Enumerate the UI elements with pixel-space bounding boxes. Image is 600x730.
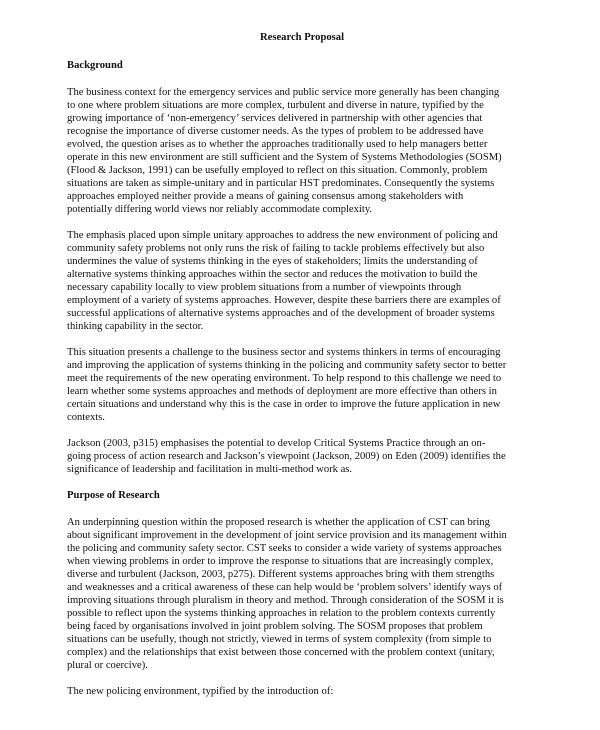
text-line: when viewing problems in order to improve the response to situations that are increasingly complex, xyxy=(67,556,494,567)
text-line: contexts. xyxy=(67,412,105,423)
paragraph xyxy=(67,346,537,424)
text-line: and improving the application of systems thinking in the policing and community safety sector to better xyxy=(67,360,507,371)
section-background xyxy=(67,59,537,476)
text-line: evolved, the question arises as to whether the approaches traditionally used to help managers better xyxy=(67,139,488,150)
text-line: situations can be usefully, though not strictly, viewed in terms of system complexity (from simple to xyxy=(67,634,492,645)
text-line: complex) and the relationships that exist between those concerned with the problem context (unitary, xyxy=(67,647,495,658)
text-line: approaches employed neither provide a means of gaining consensus among stakeholders with xyxy=(67,191,464,202)
paragraph xyxy=(67,516,537,672)
document-page xyxy=(67,31,537,711)
text-line: (Flood & Jackson, 1991) can be usefully employed to reflect on this situation. Commonly, problem xyxy=(67,165,488,176)
text-line: learn whether some systems approaches and methods of deployment are more effective than others in xyxy=(67,386,497,397)
text-line: The emphasis placed upon simple unitary approaches to address the new environment of policing and xyxy=(67,230,498,241)
text-line: being faced by organisations involved in joint problem solving. The SOSM proposes that problem xyxy=(67,621,483,632)
text-line: growing importance of ‘non-emergency’ services delivered in partnership with other agencies that xyxy=(67,113,483,124)
section-heading-purpose: Purpose of Research xyxy=(67,490,160,501)
text-line: plural or coercive). xyxy=(67,660,148,671)
text-line: The business context for the emergency services and public service more generally has been changing xyxy=(67,87,500,98)
text-line: operate in this new environment are still sufficient and the System of Systems Methodologies (SOSM) xyxy=(67,152,502,163)
text-line: thinking capability in the sector. xyxy=(67,321,204,332)
text-line: certain situations and understand why this is the case in order to improve the future application in new xyxy=(67,399,501,410)
text-line: This situation presents a challenge to the business sector and systems thinkers in terms of encouraging xyxy=(67,347,501,358)
text-line: undermines the value of systems thinking in the eyes of stakeholders; limits the understanding of xyxy=(67,256,478,267)
paragraph xyxy=(67,86,537,216)
text-line: necessary capability locally to view problem situations from a number of viewpoints through xyxy=(67,282,462,293)
text-line: about significant improvement in the development of joint service provision and its management within xyxy=(67,530,507,541)
text-line: improving situations through pluralism in theory and method. Through consideration of the SOSM it is xyxy=(67,595,504,606)
text-line: diverse and turbulent (Jackson, 2003, p275). Different systems approaches bring with them strengths xyxy=(67,569,495,580)
paragraph xyxy=(67,685,537,698)
text-line: meet the requirements of the new operating environment. To help respond to this challenge we need to xyxy=(67,373,502,384)
text-line: potentially differing world views nor reliably accommodate complexity. xyxy=(67,204,373,215)
text-line: the policing and community safety sector. CST seeks to consider a wide variety of systems approaches xyxy=(67,543,502,554)
text-line: alternative systems thinking approaches within the sector and reduces the motivation to build the xyxy=(67,269,478,280)
section-purpose-of-research xyxy=(67,489,537,698)
text-line: An underpinning question within the proposed research is whether the application of CST can bring xyxy=(67,517,490,528)
section-heading-background: Background xyxy=(67,60,123,71)
text-line: to one where problem situations are more complex, turbulent and diverse in nature, typified by the xyxy=(67,100,484,111)
page-title: Research Proposal xyxy=(259,32,345,43)
paragraph xyxy=(67,229,537,333)
text-line: possible to reflect upon the systems thinking approaches in relation to the problem contexts currently xyxy=(67,608,496,619)
text-line: and weaknesses and a critical awareness of these can help would be ‘problem solvers’ identify ways of xyxy=(67,582,503,593)
text-line: The new policing environment, typified by the introduction of: xyxy=(67,686,334,697)
text-line: significance of leadership and facilitation in multi-method work as. xyxy=(67,464,353,475)
text-line: going process of action research and Jackson’s viewpoint (Jackson, 2009) on Eden (2009) identifies the xyxy=(67,451,506,462)
paragraph xyxy=(67,437,537,476)
text-line: Jackson (2003, p315) emphasises the potential to develop Critical Systems Practice through an on- xyxy=(67,438,486,449)
text-line: recognise the importance of diverse customer needs. As the types of problem to be addressed have xyxy=(67,126,484,137)
text-line: community safety problems not only runs the risk of failing to tackle problems effectively but also xyxy=(67,243,485,254)
text-line: employment of a variety of systems approaches. However, despite these barriers there are examples of xyxy=(67,295,501,306)
text-line: situations are taken as simple-unitary and in particular HST predominates. Consequently the systems xyxy=(67,178,495,189)
text-line: successful applications of alternative systems approaches and of the development of broader systems xyxy=(67,308,495,319)
